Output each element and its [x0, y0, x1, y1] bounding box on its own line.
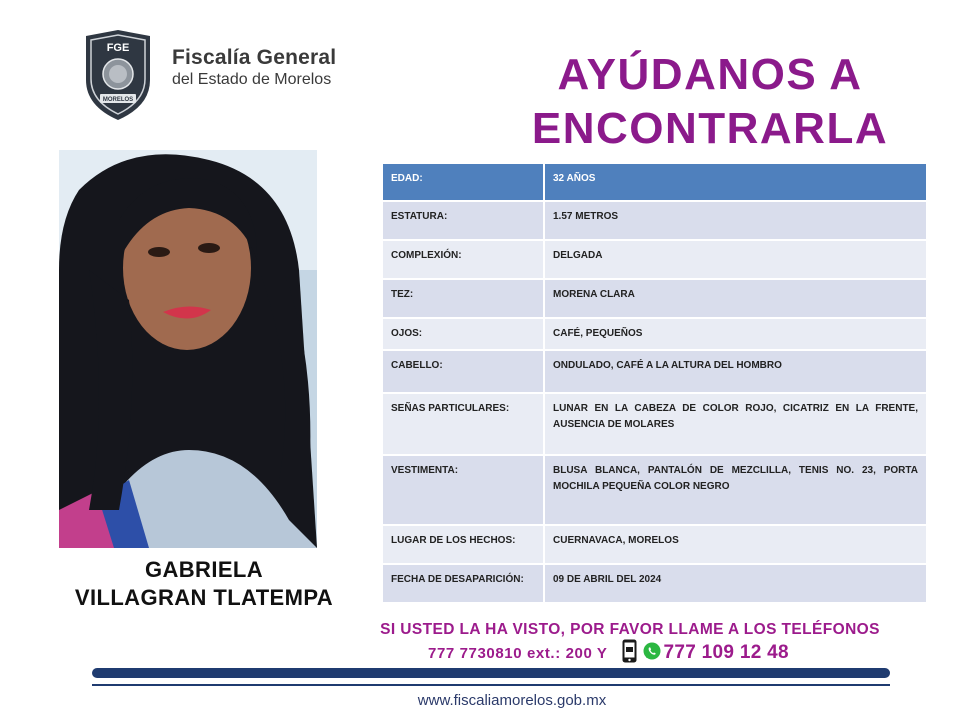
row-label: TEZ:: [382, 279, 544, 318]
row-value: CUERNAVACA, MORELOS: [544, 525, 927, 564]
headline-line1: AYÚDANOS A: [557, 50, 863, 99]
row-value: DELGADA: [544, 240, 927, 279]
headline-line2: ENCONTRARLA: [531, 104, 889, 153]
row-label: LUGAR DE LOS HECHOS:: [382, 525, 544, 564]
row-label: VESTIMENTA:: [382, 455, 544, 525]
whatsapp-icon: [643, 642, 661, 665]
row-label: FECHA DE DESAPARICIÓN:: [382, 564, 544, 603]
table-row-distinguishing-marks: [382, 393, 927, 455]
contact-phones: [428, 640, 789, 666]
row-value: 1.57 METROS: [544, 201, 927, 240]
row-value: ONDULADO, CAFÉ A LA ALTURA DEL HOMBRO: [544, 350, 927, 393]
table-row-height: [382, 201, 927, 240]
row-label: ESTATURA:: [382, 201, 544, 240]
missing-person-photo: [59, 150, 317, 548]
table-row-hair: [382, 350, 927, 393]
table-row-eyes: [382, 318, 927, 350]
contact-callout: SI USTED LA HA VISTO, POR FAVOR LLAME A LOS TELÉFONOS: [380, 621, 880, 638]
row-label: COMPLEXIÓN:: [382, 240, 544, 279]
table-row-clothing: [382, 455, 927, 525]
person-last-names: VILLAGRAN TLATEMPA: [74, 585, 334, 610]
row-value: 32 AÑOS: [544, 163, 927, 201]
table-row-complexion: [382, 279, 927, 318]
row-label: EDAD:: [382, 163, 544, 201]
row-label: SEÑAS PARTICULARES:: [382, 393, 544, 455]
org-name-line1: Fiscalía General: [172, 46, 337, 69]
row-value: 09 DE ABRIL DEL 2024: [544, 564, 927, 603]
svg-text:FGE: FGE: [106, 42, 130, 54]
landline-number: 777 7730810 ext.: 200 Y: [428, 644, 608, 662]
mobile-phone-icon: [622, 639, 637, 668]
footer-divider-thick: [92, 668, 890, 678]
row-value: CAFÉ, PEQUEÑOS: [544, 318, 927, 350]
svg-text:MORELOS: MORELOS: [102, 97, 134, 103]
organization-name: [172, 46, 336, 90]
row-value: LUNAR EN LA CABEZA DE COLOR ROJO, CICATRIZ EN LA FRENTE, AUSENCIA DE MOLARES: [544, 393, 927, 455]
table-row-location: [382, 525, 927, 564]
missing-person-name: [40, 556, 368, 612]
row-label: OJOS:: [382, 318, 544, 350]
person-first-name: GABRIELA: [144, 557, 264, 582]
org-name-line2: del Estado de Morelos: [172, 71, 332, 88]
table-row-build: [382, 240, 927, 279]
row-label: CABELLO:: [382, 350, 544, 393]
headline: [440, 48, 960, 156]
whatsapp-number: 777 109 12 48: [663, 642, 789, 663]
website-link[interactable]: www.fiscaliamorelos.gob.mx: [417, 692, 607, 709]
row-value: MORENA CLARA: [544, 279, 927, 318]
description-table: [381, 162, 928, 604]
table-row-date: [382, 564, 927, 603]
row-value: BLUSA BLANCA, PANTALÓN DE MEZCLILLA, TENIS NO. 23, PORTA MOCHILA PEQUEÑA COLOR NEGRO: [544, 455, 927, 525]
table-row-age: [382, 163, 927, 201]
fge-logo-badge: [80, 28, 156, 122]
footer-divider-thin: [92, 684, 890, 686]
